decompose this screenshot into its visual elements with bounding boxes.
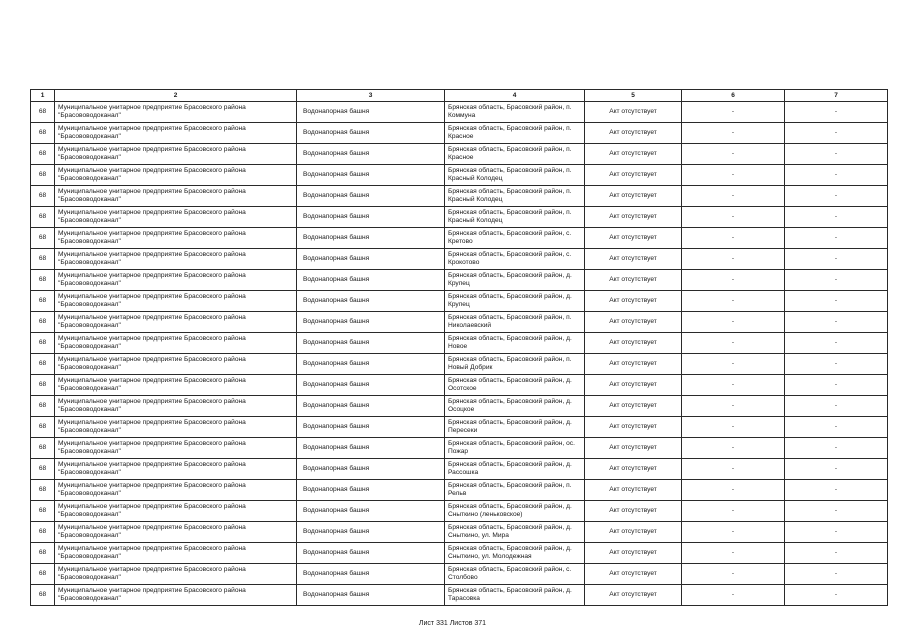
table-row [31,333,888,354]
object-cell: Водонапорная башня [297,186,445,207]
row-number-cell: 68 [31,270,55,291]
address-cell: Брянская область, Брасовский район, д. Осоцкое [445,396,585,417]
row-number-cell: 68 [31,291,55,312]
address-cell: Брянская область, Брасовский район, д. Крупец [445,270,585,291]
object-cell: Водонапорная башня [297,438,445,459]
column-6-cell: - [682,186,785,207]
column-7-cell: - [785,144,888,165]
row-number-cell: 68 [31,375,55,396]
column-6-cell: - [682,564,785,585]
object-cell: Водонапорная башня [297,102,445,123]
address-cell: Брянская область, Брасовский район, п. Красный Колодец [445,186,585,207]
column-7-cell: - [785,102,888,123]
object-cell: Водонапорная башня [297,291,445,312]
table-row [31,291,888,312]
row-number-cell: 68 [31,144,55,165]
organization-cell: Муниципальное унитарное предприятие Брасовского района "Брасововодоканал" [55,543,297,564]
act-status-cell: Акт отсутствует [585,333,682,354]
organization-cell: Муниципальное унитарное предприятие Брасовского района "Брасововодоканал" [55,312,297,333]
table-row [31,417,888,438]
address-cell: Брянская область, Брасовский район, с. Крокотово [445,249,585,270]
table-row [31,354,888,375]
column-7-cell: - [785,228,888,249]
column-7-cell: - [785,585,888,606]
column-7-cell: - [785,438,888,459]
object-cell: Водонапорная башня [297,417,445,438]
column-6-cell: - [682,459,785,480]
object-cell: Водонапорная башня [297,144,445,165]
object-cell: Водонапорная башня [297,522,445,543]
column-header-3: 3 [297,90,445,102]
object-cell: Водонапорная башня [297,312,445,333]
act-status-cell: Акт отсутствует [585,228,682,249]
table-row [31,123,888,144]
address-cell: Брянская область, Брасовский район, ос. Пожар [445,438,585,459]
act-status-cell: Акт отсутствует [585,354,682,375]
address-cell: Брянская область, Брасовский район, п. Коммуна [445,102,585,123]
row-number-cell: 68 [31,543,55,564]
organization-cell: Муниципальное унитарное предприятие Брасовского района "Брасововодоканал" [55,270,297,291]
column-7-cell: - [785,375,888,396]
table-row [31,270,888,291]
table-row [31,438,888,459]
table-row [31,396,888,417]
table-row [31,375,888,396]
column-6-cell: - [682,207,785,228]
column-7-cell: - [785,480,888,501]
row-number-cell: 68 [31,417,55,438]
column-7-cell: - [785,522,888,543]
object-cell: Водонапорная башня [297,480,445,501]
column-7-cell: - [785,333,888,354]
act-status-cell: Акт отсутствует [585,144,682,165]
object-cell: Водонапорная башня [297,249,445,270]
column-7-cell: - [785,459,888,480]
object-cell: Водонапорная башня [297,585,445,606]
header-row [31,90,888,102]
row-number-cell: 68 [31,123,55,144]
act-status-cell: Акт отсутствует [585,396,682,417]
organization-cell: Муниципальное унитарное предприятие Брасовского района "Брасововодоканал" [55,522,297,543]
column-6-cell: - [682,375,785,396]
column-7-cell: - [785,396,888,417]
table-row [31,501,888,522]
column-7-cell: - [785,564,888,585]
act-status-cell: Акт отсутствует [585,207,682,228]
organization-cell: Муниципальное унитарное предприятие Брасовского района "Брасововодоканал" [55,459,297,480]
object-cell: Водонапорная башня [297,207,445,228]
column-header-7: 7 [785,90,888,102]
column-7-cell: - [785,186,888,207]
column-7-cell: - [785,123,888,144]
address-cell: Брянская область, Брасовский район, д. Осотское [445,375,585,396]
organization-cell: Муниципальное унитарное предприятие Брасовского района "Брасововодоканал" [55,123,297,144]
page-number: Лист 331 Листов 371 [418,620,487,627]
column-6-cell: - [682,102,785,123]
organization-cell: Муниципальное унитарное предприятие Брасовского района "Брасововодоканал" [55,249,297,270]
column-6-cell: - [682,522,785,543]
act-status-cell: Акт отсутствует [585,312,682,333]
row-number-cell: 68 [31,585,55,606]
column-7-cell: - [785,165,888,186]
address-cell: Брянская область, Брасовский район, п. Красный Колодец [445,165,585,186]
address-cell: Брянская область, Брасовский район, п. Рельв [445,480,585,501]
table-row [31,480,888,501]
row-number-cell: 68 [31,501,55,522]
table-row [31,564,888,585]
act-status-cell: Акт отсутствует [585,186,682,207]
organization-cell: Муниципальное унитарное предприятие Брасовского района "Брасововодоканал" [55,186,297,207]
object-cell: Водонапорная башня [297,564,445,585]
act-status-cell: Акт отсутствует [585,543,682,564]
act-status-cell: Акт отсутствует [585,564,682,585]
column-7-cell: - [785,354,888,375]
column-7-cell: - [785,312,888,333]
organization-cell: Муниципальное унитарное предприятие Брасовского района "Брасововодоканал" [55,396,297,417]
column-header-5: 5 [585,90,682,102]
row-number-cell: 68 [31,249,55,270]
column-6-cell: - [682,543,785,564]
act-status-cell: Акт отсутствует [585,102,682,123]
column-6-cell: - [682,354,785,375]
column-header-1: 1 [31,90,55,102]
column-7-cell: - [785,270,888,291]
act-status-cell: Акт отсутствует [585,459,682,480]
column-6-cell: - [682,228,785,249]
table-row [31,165,888,186]
object-cell: Водонапорная башня [297,396,445,417]
table-row [31,249,888,270]
address-cell: Брянская область, Брасовский район, п. Красный Колодец [445,207,585,228]
column-7-cell: - [785,207,888,228]
row-number-cell: 68 [31,186,55,207]
organization-cell: Муниципальное унитарное предприятие Брасовского района "Брасововодоканал" [55,564,297,585]
table-row [31,543,888,564]
address-cell: Брянская область, Брасовский район, д. Рассошка [445,459,585,480]
column-header-4: 4 [445,90,585,102]
act-status-cell: Акт отсутствует [585,480,682,501]
address-cell: Брянская область, Брасовский район, п. Красное [445,123,585,144]
row-number-cell: 68 [31,333,55,354]
address-cell: Брянская область, Брасовский район, д. Крупец [445,291,585,312]
address-cell: Брянская область, Брасовский район, д. Тарасовка [445,585,585,606]
column-6-cell: - [682,396,785,417]
row-number-cell: 68 [31,459,55,480]
row-number-cell: 68 [31,396,55,417]
organization-cell: Муниципальное унитарное предприятие Брасовского района "Брасововодоканал" [55,585,297,606]
organization-cell: Муниципальное унитарное предприятие Брасовского района "Брасововодоканал" [55,375,297,396]
row-number-cell: 68 [31,102,55,123]
act-status-cell: Акт отсутствует [585,438,682,459]
table-row [31,144,888,165]
organization-cell: Муниципальное унитарное предприятие Брасовского района "Брасововодоканал" [55,480,297,501]
row-number-cell: 68 [31,228,55,249]
column-6-cell: - [682,249,785,270]
object-cell: Водонапорная башня [297,543,445,564]
address-cell: Брянская область, Брасовский район, д. Новое [445,333,585,354]
object-cell: Водонапорная башня [297,270,445,291]
organization-cell: Муниципальное унитарное предприятие Брасовского района "Брасововодоканал" [55,501,297,522]
row-number-cell: 68 [31,207,55,228]
organization-cell: Муниципальное унитарное предприятие Брасовского района "Брасововодоканал" [55,438,297,459]
column-6-cell: - [682,165,785,186]
row-number-cell: 68 [31,438,55,459]
address-cell: Брянская область, Брасовский район, д. Пересеки [445,417,585,438]
object-cell: Водонапорная башня [297,375,445,396]
table-row [31,186,888,207]
column-7-cell: - [785,291,888,312]
object-cell: Водонапорная башня [297,165,445,186]
document-table [30,89,888,606]
column-header-6: 6 [682,90,785,102]
act-status-cell: Акт отсутствует [585,291,682,312]
table-row [31,207,888,228]
table-row [31,102,888,123]
object-cell: Водонапорная башня [297,501,445,522]
row-number-cell: 68 [31,480,55,501]
column-6-cell: - [682,270,785,291]
organization-cell: Муниципальное унитарное предприятие Брасовского района "Брасововодоканал" [55,144,297,165]
address-cell: Брянская область, Брасовский район, д. Сныткино, ул. Мира [445,522,585,543]
column-6-cell: - [682,123,785,144]
organization-cell: Муниципальное унитарное предприятие Брасовского района "Брасововодоканал" [55,291,297,312]
column-6-cell: - [682,144,785,165]
act-status-cell: Акт отсутствует [585,417,682,438]
object-cell: Водонапорная башня [297,123,445,144]
address-cell: Брянская область, Брасовский район, с. Кретово [445,228,585,249]
organization-cell: Муниципальное унитарное предприятие Брасовского района "Брасововодоканал" [55,165,297,186]
column-7-cell: - [785,249,888,270]
column-6-cell: - [682,480,785,501]
organization-cell: Муниципальное унитарное предприятие Брасовского района "Брасововодоканал" [55,354,297,375]
organization-cell: Муниципальное унитарное предприятие Брасовского района "Брасововодоканал" [55,333,297,354]
act-status-cell: Акт отсутствует [585,123,682,144]
organization-cell: Муниципальное унитарное предприятие Брасовского района "Брасововодоканал" [55,207,297,228]
act-status-cell: Акт отсутствует [585,375,682,396]
row-number-cell: 68 [31,165,55,186]
column-header-2: 2 [55,90,297,102]
column-7-cell: - [785,501,888,522]
table-row [31,522,888,543]
address-cell: Брянская область, Брасовский район, д. Сныткино, ул. Молодежная [445,543,585,564]
act-status-cell: Акт отсутствует [585,501,682,522]
column-6-cell: - [682,312,785,333]
column-7-cell: - [785,417,888,438]
address-cell: Брянская область, Брасовский район, п. Николаевский [445,312,585,333]
column-6-cell: - [682,417,785,438]
address-cell: Брянская область, Брасовский район, д. Сныткино (леньковское) [445,501,585,522]
row-number-cell: 68 [31,522,55,543]
organization-cell: Муниципальное унитарное предприятие Брасовского района "Брасововодоканал" [55,417,297,438]
object-cell: Водонапорная башня [297,459,445,480]
table-row [31,312,888,333]
act-status-cell: Акт отсутствует [585,585,682,606]
act-status-cell: Акт отсутствует [585,249,682,270]
column-6-cell: - [682,585,785,606]
column-6-cell: - [682,438,785,459]
table-row [31,459,888,480]
table-row [31,585,888,606]
object-cell: Водонапорная башня [297,354,445,375]
object-cell: Водонапорная башня [297,333,445,354]
column-6-cell: - [682,333,785,354]
column-6-cell: - [682,501,785,522]
act-status-cell: Акт отсутствует [585,522,682,543]
column-7-cell: - [785,543,888,564]
column-6-cell: - [682,291,785,312]
table-row [31,228,888,249]
address-cell: Брянская область, Брасовский район, с. Столбово [445,564,585,585]
address-cell: Брянская область, Брасовский район, п. Красное [445,144,585,165]
act-status-cell: Акт отсутствует [585,165,682,186]
row-number-cell: 68 [31,312,55,333]
organization-cell: Муниципальное унитарное предприятие Брасовского района "Брасововодоканал" [55,102,297,123]
row-number-cell: 68 [31,564,55,585]
row-number-cell: 68 [31,354,55,375]
organization-cell: Муниципальное унитарное предприятие Брасовского района "Брасововодоканал" [55,228,297,249]
object-cell: Водонапорная башня [297,228,445,249]
address-cell: Брянская область, Брасовский район, п. Новый Добрик [445,354,585,375]
act-status-cell: Акт отсутствует [585,270,682,291]
